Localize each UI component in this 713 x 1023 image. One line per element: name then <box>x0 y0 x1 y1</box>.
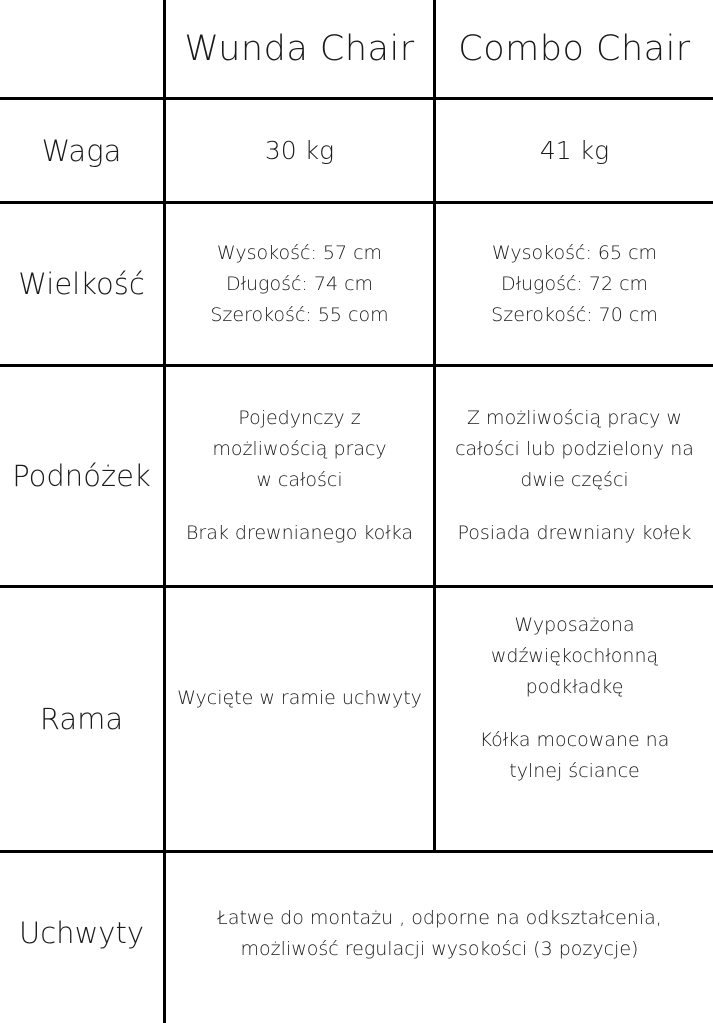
rama-combo-line-3: podkładkę <box>525 675 624 698</box>
podnozek-combo-line-1: Z możliwością pracy w <box>467 407 682 429</box>
row-label-podnozek: Podnóżek <box>12 459 151 493</box>
wielkosc-wunda-cell <box>166 204 433 364</box>
uchwyty-line-1: Łatwe do montażu , odporne na odkształcenia, <box>217 907 662 929</box>
uchwyty-shared-cell <box>166 853 713 1015</box>
podnozek-combo-line-4: Posiada drewniany kołek <box>457 522 692 544</box>
wielkosc-combo-width: Szerokość: 70 cm <box>491 303 658 326</box>
rama-combo-line-5: tylnej ściance <box>509 759 640 782</box>
podnozek-wunda-line-1: Pojedynczy z <box>238 407 361 429</box>
rama-wunda-value: Wycięte w ramie uchwyty <box>177 686 422 709</box>
podnozek-wunda-cell <box>166 367 433 585</box>
header-wunda-chair: Wunda Chair <box>184 28 415 69</box>
row-label-wielkosc: Wielkość <box>18 267 145 301</box>
podnozek-wunda-line-4: Brak drewnianego kołka <box>185 522 414 544</box>
rama-combo-cell <box>436 588 713 808</box>
wielkosc-wunda-width: Szerokość: 55 com <box>210 303 389 326</box>
rama-combo-line-4: Kółka mocowane na <box>479 728 670 751</box>
podnozek-combo-line-3: dwie części <box>520 469 629 491</box>
header-combo-chair: Combo Chair <box>458 28 691 69</box>
waga-combo-value: 41 kg <box>539 136 610 165</box>
row-label-waga: Waga <box>41 133 122 168</box>
rama-combo-line-2: wdźwiękochłonną <box>490 644 659 667</box>
uchwyty-line-2: możliwość regulacji wysokości (3 pozycje) <box>240 938 639 960</box>
waga-wunda-value: 30 kg <box>264 136 335 165</box>
podnozek-combo-cell <box>436 367 713 585</box>
podnozek-combo-line-2: całości lub podzielony na <box>455 438 694 460</box>
wielkosc-combo-length: Długość: 72 cm <box>500 272 649 295</box>
wielkosc-combo-cell <box>436 204 713 364</box>
podnozek-wunda-line-2: możliwością pracy <box>212 438 387 460</box>
wielkosc-wunda-length: Długość: 74 cm <box>225 272 374 295</box>
podnozek-wunda-line-3: w całości <box>256 469 343 491</box>
wielkosc-wunda-height: Wysokość: 57 cm <box>216 241 383 264</box>
row-label-rama: Rama <box>39 702 124 736</box>
wielkosc-combo-height: Wysokość: 65 cm <box>491 241 658 264</box>
row-label-uchwyty: Uchwyty <box>19 916 144 950</box>
rama-combo-line-1: Wyposażona <box>514 613 635 636</box>
